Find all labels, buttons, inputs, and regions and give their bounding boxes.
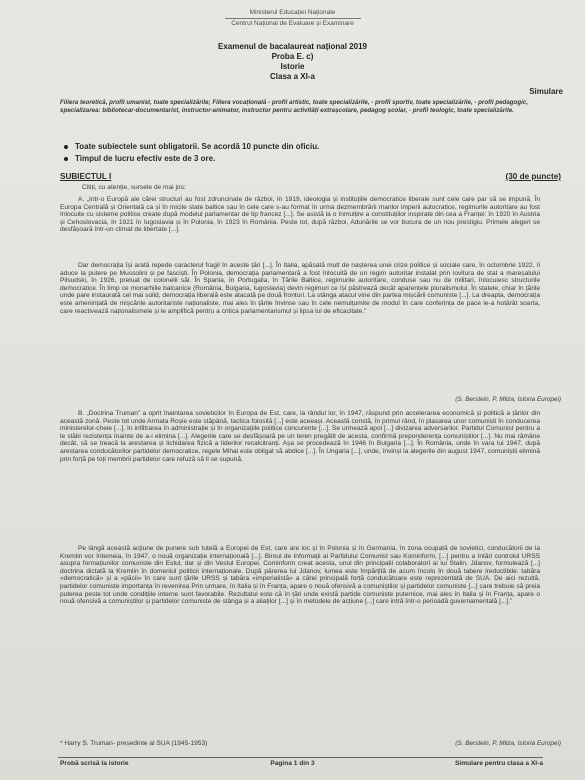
- footer-right: Simulare pentru clasa a XI-a: [455, 760, 543, 767]
- subject-title: Istorie: [280, 62, 305, 71]
- center-header: Centrul Național de Evaluare și Examinare: [231, 20, 354, 27]
- source-a-paragraph-2: Dar democrația își arată repede caracterul fragil în aceste țări [...]. În Italia, apăsată mult de nașterea unei crize politice și sociale care, în octombrie 1922, îi aduce la putere pe Mussolini și pe fasciști. În Polonia, democrația parlamentară a fost înlocuită de un regim autoritar instalat prin lovitura de stat a mareșalului Pilsudski, în 1926, preluat de colonelii săi. În Spania, în Portugalia, în Țările Baltice, regimurile autoritare, conduse sau nu de militari, înlocuiesc structurile democratice. În timp ce monarhiile balcanice (România, Bulgaria, Iugoslavia) devin regimuri ce își păstrează decât aparențele pluralismului. În statele, chiar în țările unde pare instaurată cel mai solid, democrația liberală este atacată pe două fronturi. La stânga atacul vine din partea mișcării comuniste [...]. La dreapta, democrația este amenințată de mișcările autoritariste naționaliste, mai ales în țările învinse sau în cele nemulțumite de modul în care conferința de pace le-a hotărât soarta, care reactivează naționalismele și le amplifică pentru a critica parlamentarismul și lipsa lui de eficacitate.”: [60, 262, 540, 315]
- proba-title: Proba E. c): [271, 52, 314, 61]
- bullet-icon: [64, 145, 68, 149]
- source-b-paragraph-1: B. „Doctrina Truman” a oprit înaintarea sovieticilor în Europa de Est, care, la rândul lor, în 1947, răspund prin accelerarea economică și politică a țărilor din această zonă. Peste tot unde Armata Roșie este stăpână, tactica folosită [...] este aceeași. Această constă, în primul rând, în plasarea unor comuniști în conducerea ministerelor-cheie [...], în infiltrarea în administrație și în organizațiile politice concurente [...]. Se urmează apoi [...] divizarea adversarilor. Partidul Comunist pentru a le slăbi rezistența înainte de a-i elimina [...]. Alegerile care se desfășoară pe un teren pregătit de acesta, confirmă preponderența comuniștilor [...]. Nu mai rămâne decât, să se treacă la arestarea și lichidarea fizică a liderilor recalcitranți. Așa se procedează în 1946 în Bulgaria [...]. În România, unde în vara lui 1947, după arestarea conducătorilor partidelor democratice, regele Mihai este obligat să abdice [...]. În Ungaria [...], unde, învinși la alegerile din august 1947, comuniștii elimină prin forță pe toți membrii partidelor care refuză să li se supună.: [60, 410, 540, 463]
- bullet-text: Toate subiectele sunt obligatorii. Se acordă 10 puncte din oficiu.: [75, 142, 320, 151]
- ministry-header: Ministerul Educației Naționale: [249, 9, 336, 16]
- intro-text: Citiți, cu atenție, sursele de mai jos:: [82, 184, 186, 191]
- bullet-item-mandatory: [64, 142, 319, 151]
- simulare-label: Simulare: [529, 87, 563, 96]
- subiect-points: (30 de puncte): [505, 172, 561, 181]
- subiect-label: SUBIECTUL I: [60, 172, 112, 181]
- source-b-paragraph-2: Pe lângă această acțiune de punere sub tutelă a Europei de Est, care are loc și în Polonia și în Germania, în zona ocupată de sovietici, conducătorii de la Kremlin vor întemeia, în 1947, o nouă organizație internațională [...]. Biroul de Informații al Partidului Comunist sau Kominform, [...] pentru a întări controlul URSS asupra formațiunilor comuniste din Estul, dar și din Vestul Europei. Cominform creat acesta, unul din principalii colaboratori ai lui Stalin, Jdanov, formulează [...] doctrina dictată la Kremlin în domeniul politicii internaționale. După părerea lui Jdanov, lumea este împărțită de acum încolo în două tabere ireductibile: tabăra «democratică» și a «păcii» în care sunt țările URSS și tabăra «imperialistă» a cărei principală forță conducătoare este reprezentată de SUA. De aici rezultă, partidelor comuniste importanța în revenirea Prin urmare, în Italia și în Franța, apare o nouă ofensivă a comuniștilor și partidelor comuniste [...] care trebuie să preia puterea peste tot unde condițiile interne sunt favorabile. Rezultatul este că în țări unde există partide comuniste puternice, mai ales în Italia și în Franța, apare o nouă ofensivă a comuniștilor și partidelor comuniste de stânga și a aliaților [...] și în metodele de acțiune [...] care intră într-o perioadă guvernamentală [...].”: [60, 545, 540, 606]
- class-title: Clasa a XI-a: [270, 72, 315, 81]
- bullet-icon: [64, 157, 68, 161]
- page-number: Pagina 1 din 3: [270, 760, 315, 767]
- footer-left: Probă scrisă la istorie: [60, 760, 129, 767]
- footer-divider: [58, 757, 543, 758]
- footnote: * Harry S. Truman- președinte al SUA (1945-1953): [60, 740, 208, 747]
- source-b-citation: (S. Berstein, P. Milza, Istoria Europei): [455, 740, 561, 747]
- source-a-citation: (S. Berstein, P. Milza, Istoria Europei): [455, 396, 561, 403]
- exam-title: Examenul de bacalaureat național 2019: [218, 42, 367, 51]
- source-a-paragraph-1: A. „Intr-o Europă ale cărei structuri au fost zdruncinate de război, în 1919, ideologia și instituțiile democratice liberale sunt cele care par să se impună. În Europa Centrală și Orientală ca și în micile state baltice sau în cele care s-au format în urma dezmembrării marilor imperii autocratice, regimurile autoritare au fost înlocuite cu sisteme politice create după modelul parlamentar de tip francez [...]. Se asistă la o înmulțire a constituțiilor inspirate din cea a Franței: în 1920 în Austria și Cehoslovacia, în 1921 în Iugoslavia și în Polonia, în 1923 în România. Peste tot, după război, Adunările se vor bucura de un nou prestigiu. Primele alegeri se desfășoară într-un climat de libertate [...].: [60, 196, 540, 234]
- bullet-text: Timpul de lucru efectiv este de 3 ore.: [75, 154, 216, 163]
- filiera-text: Filiera teoretică, profil umanist, toate specializările; Filiera vocațională - profil artistic, toate specializările, - profil sportiv, toate specializările, - profil pedagogic, specializarea: bibliotecar-documentarist, instructor-animator, instructor pentru activități extrașcolare, pedagog școlar, - profil teologic, toate specializările.: [60, 99, 528, 114]
- header-divider: [225, 18, 361, 19]
- bullet-item-time: [64, 154, 215, 163]
